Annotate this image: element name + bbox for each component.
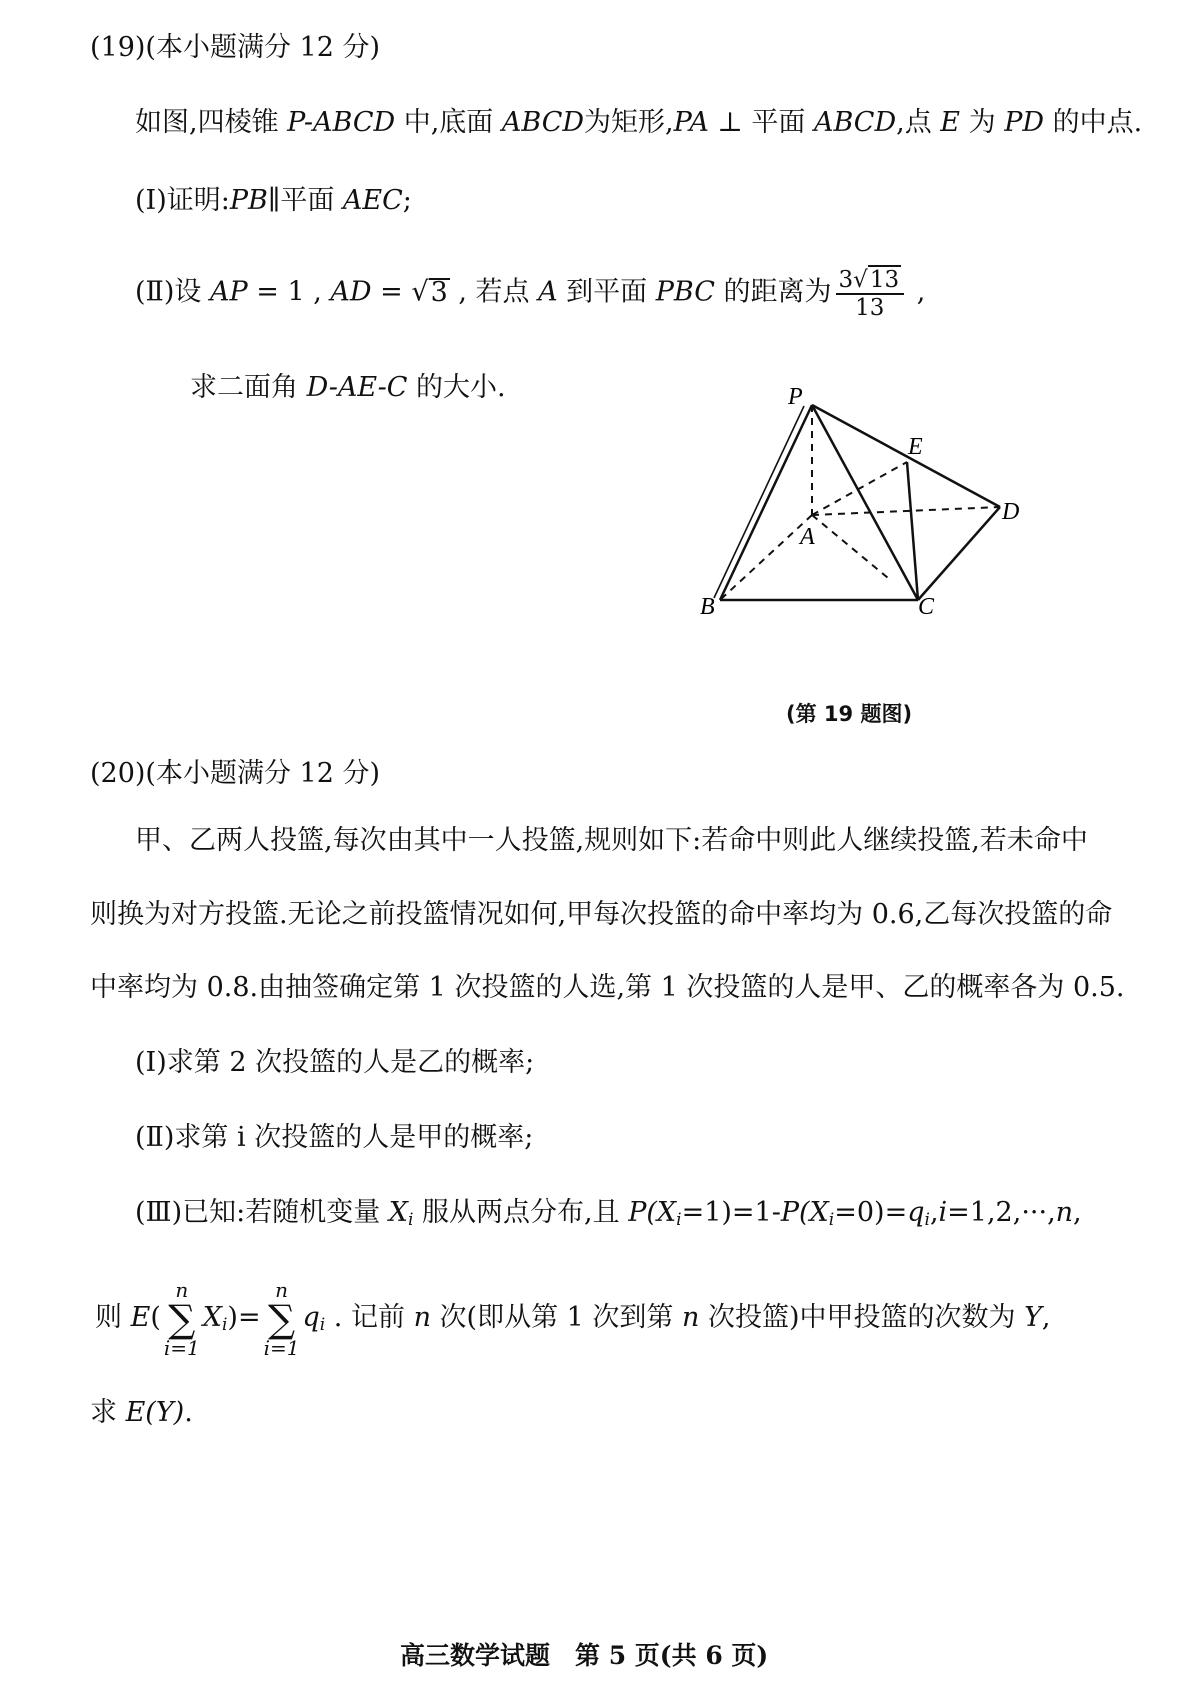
pyramid-figure [700, 384, 1120, 700]
label-B: B [700, 594, 715, 620]
label-A: A [800, 524, 815, 550]
q20-para-line-2: 则换为对方投篮.无论之前投篮情况如何,甲每次投篮的命中率均为 0.6,乙每次投篮的命 [90, 899, 1113, 930]
q19-part2-ask: 求二面角 D-AE-C 的大小. [190, 372, 506, 403]
sum-symbol-2: n ∑ i=1 [263, 1277, 300, 1360]
q19-stem: 如图,四棱锥 P-ABCD 中,底面 ABCD为矩形,PA ⊥ 平面 ABCD,点 E 为 PD 的中点. [135, 107, 1143, 138]
distance-fraction: $\frac{3√13}{13}$ [836, 265, 905, 321]
q19-part1: (Ⅰ)证明:PB∥平面 AEC; [135, 185, 412, 216]
sum-symbol-1: n ∑ i=1 [163, 1277, 200, 1360]
q20-header: (20)(本小题满分 12 分) [90, 758, 381, 789]
label-C: C [918, 594, 935, 620]
q20-part3-ask: 求 E(Y). [90, 1397, 193, 1428]
label-P: P [788, 384, 803, 410]
label-D: D [1002, 499, 1020, 525]
label-E: E [908, 434, 923, 460]
page-footer: 高三数学试题 第 5 页(共 6 页) [400, 1641, 769, 1670]
q20-para-line-1: 甲、乙两人投篮,每次由其中一人投篮,规则如下:若命中则此人继续投篮,若未命中 [135, 825, 1088, 856]
q19-header: (19)(本小题满分 12 分) [90, 32, 381, 63]
q20-part3-expectation: 则 E(n ∑ $i=1X_i)=n$ ∑ $i=1q_i$ . 记前 n 次(即从第 1 次到第 n 次投篮)中甲投篮的次数为 Y, [95, 1277, 1051, 1360]
figure-caption: (第 19 题图) [786, 702, 913, 726]
q20-part1: (Ⅰ)求第 2 次投篮的人是乙的概率; [135, 1047, 535, 1078]
q20-part3: (Ⅲ)已知:若随机变量 $X_i$ 服从两点分布,且 $P(X_i=1)=1-P(X_i=0)=q_i,i=1,2,\cdot\cdot\cdot,n$, [135, 1197, 1082, 1230]
q20-part2: (Ⅱ)求第 i 次投篮的人是甲的概率; [135, 1122, 534, 1153]
q20-para-line-3: 中率均为 0.8.由抽签确定第 1 次投篮的人选,第 1 次投篮的人是甲、乙的概率各为 0.5. [90, 972, 1125, 1003]
q19-part2: (Ⅱ)设 AP = 1 , AD = √3 , 若点 A 到平面 PBC 的距离为 $\frac{3√13}{13}$ , [135, 267, 926, 321]
